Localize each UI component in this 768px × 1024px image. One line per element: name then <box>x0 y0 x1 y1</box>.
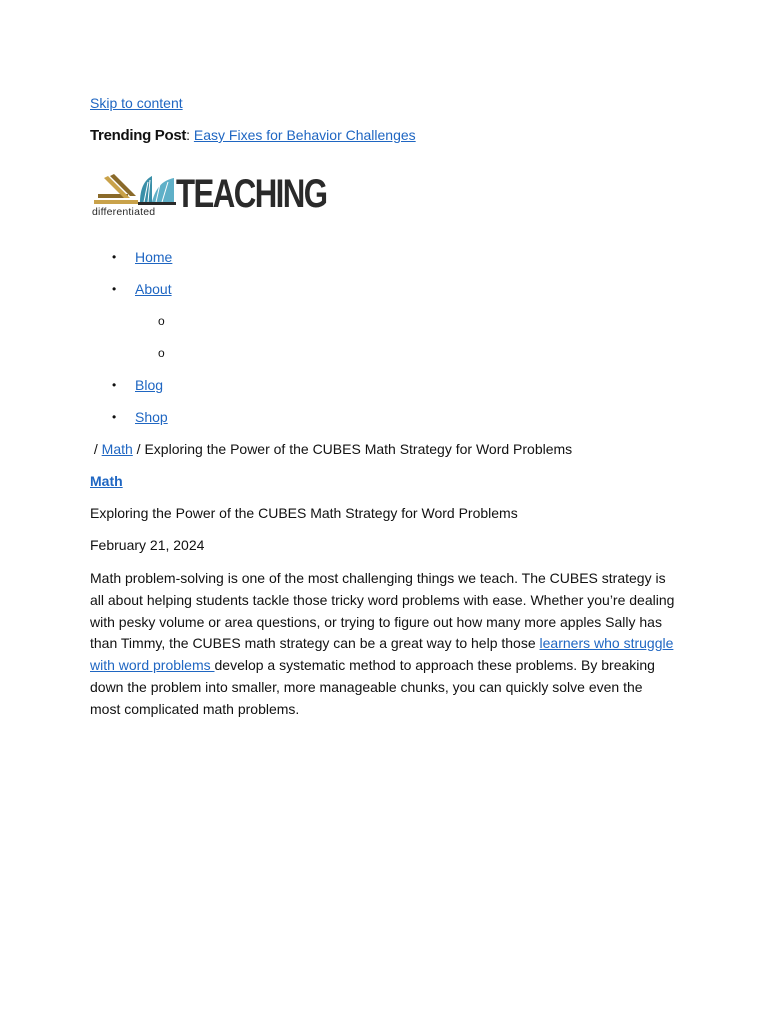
breadcrumb-category-link[interactable]: Math <box>101 441 133 457</box>
breadcrumb-current: Exploring the Power of the CUBES Math Strategy for Word Problems <box>144 441 573 457</box>
post-date: February 21, 2024 <box>90 537 205 553</box>
nav-bullet: • <box>112 410 117 424</box>
post-title: Exploring the Power of the CUBES Math Strategy for Word Problems <box>90 505 518 521</box>
site-logo[interactable] <box>90 170 327 222</box>
sub-menu-bullet: o <box>158 346 165 360</box>
post-body-text: develop a systematic method to approach these problems. By breaking down the problem into smaller, more manageable chunks, you can quickly solve even the most complicated math problems. <box>90 657 655 717</box>
inline-link-struggling-learners[interactable]: learners who struggle with word problems <box>90 635 674 674</box>
breadcrumb <box>90 440 572 458</box>
nav-bullet: • <box>112 378 117 392</box>
breadcrumb-separator: / <box>90 441 102 457</box>
post-category-link[interactable]: Math <box>90 473 123 489</box>
trending-post <box>90 126 416 145</box>
post-body <box>90 568 675 721</box>
breadcrumb-separator: / <box>132 441 145 457</box>
skip-to-content-link[interactable]: Skip to content <box>90 95 183 111</box>
post-body-text: Math problem-solving is one of the most challenging things we teach. The CUBES strategy is all about helping students tackle those tricky word problems with ease. Whether you’re dealing with pesky volume or area questions, or trying to figure out how many more apples Sally has than Timmy, the CUBES math strategy can be a great way to help those <box>90 570 675 652</box>
sub-menu-bullet: o <box>158 314 165 328</box>
logo-subtitle: differentiated <box>92 206 156 218</box>
trending-label: Trending Post <box>90 127 187 144</box>
nav-bullet: • <box>112 282 117 296</box>
nav-link-home[interactable]: Home <box>135 249 173 265</box>
trending-separator: : <box>186 127 190 143</box>
trending-post-link[interactable]: Easy Fixes for Behavior Challenges <box>193 127 416 143</box>
logo-wordmark: TEACHING <box>176 172 327 216</box>
nav-link-shop[interactable]: Shop <box>135 409 168 425</box>
nav-link-blog[interactable]: Blog <box>135 377 164 393</box>
nav-link-about[interactable]: About <box>135 281 172 297</box>
nav-bullet: • <box>112 250 117 264</box>
